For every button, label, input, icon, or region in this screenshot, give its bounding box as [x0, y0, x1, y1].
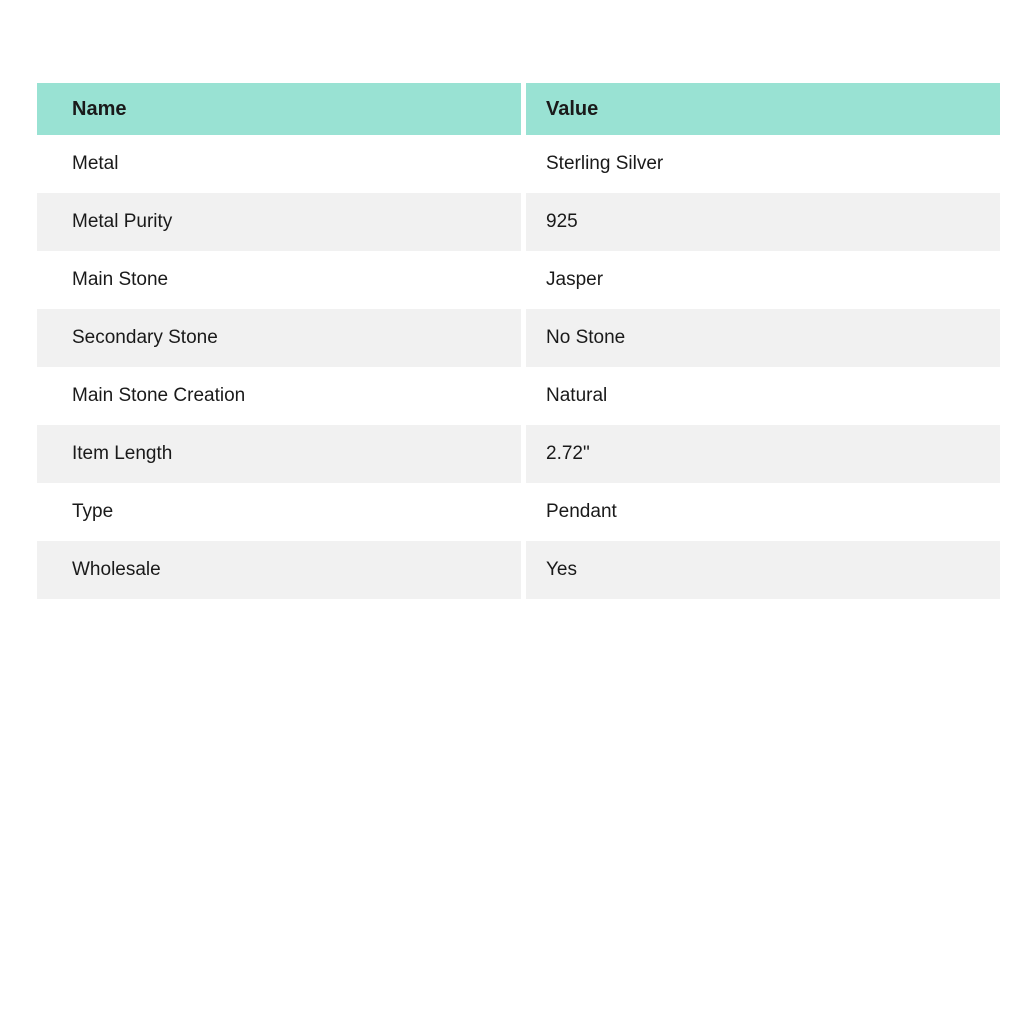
column-header-name: Name: [37, 83, 526, 135]
value-cell: Pendant: [546, 501, 617, 522]
table-row: [37, 483, 1000, 541]
name-cell: Type: [37, 483, 526, 541]
name-cell: Main Stone: [37, 251, 526, 309]
value-cell: No Stone: [546, 327, 626, 348]
name-cell: Metal Purity: [37, 193, 526, 251]
table-row: [37, 251, 1000, 309]
table-header-row: [37, 83, 1000, 135]
value-cell: Sterling Silver: [546, 153, 664, 174]
name-cell: Metal: [37, 135, 526, 193]
name-cell: Item Length: [37, 425, 526, 483]
value-cell: Yes: [546, 559, 577, 580]
product-specs-table: [37, 83, 1000, 599]
value-cell: 925: [546, 211, 578, 232]
name-cell: Secondary Stone: [37, 309, 526, 367]
name-cell: Wholesale: [37, 541, 526, 599]
table-row: [37, 541, 1000, 599]
table-row: [37, 135, 1000, 193]
column-header-value: Value: [546, 97, 599, 120]
value-cell: Jasper: [546, 269, 604, 290]
value-cell: Natural: [546, 385, 608, 406]
name-cell: Main Stone Creation: [37, 367, 526, 425]
value-cell: 2.72": [546, 443, 590, 464]
table-row: [37, 193, 1000, 251]
table-row: [37, 425, 1000, 483]
table-row: [37, 309, 1000, 367]
table-row: [37, 367, 1000, 425]
